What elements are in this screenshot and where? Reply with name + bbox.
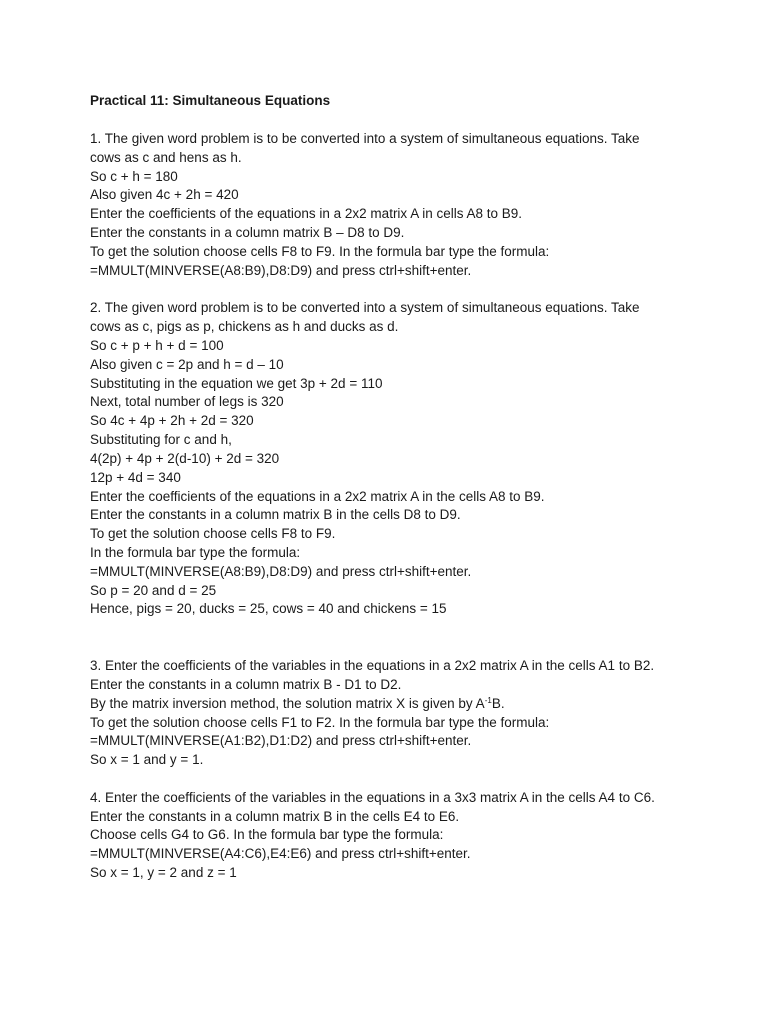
section2-line: Enter the coefficients of the equations in a 2x2 matrix A in the cells A8 to B9. [90,489,545,504]
section3-line: =MMULT(MINVERSE(A1:B2),D1:D2) and press ctrl+shift+enter. [90,733,472,748]
section4-line: 4. Enter the coefficients of the variables in the equations in a 3x3 matrix A in the cells A4 to C6. [90,790,655,805]
section2-line: So c + p + h + d = 100 [90,338,224,353]
section4-line: Enter the constants in a column matrix B in the cells E4 to E6. [90,809,460,824]
section2-line: 4(2p) + 4p + 2(d-10) + 2d = 320 [90,451,280,466]
section1-line: cows as c and hens as h. [90,150,242,165]
section2-line: So p = 20 and d = 25 [90,583,217,598]
section2-line: =MMULT(MINVERSE(A8:B9),D8:D9) and press ctrl+shift+enter. [90,564,472,579]
section2-line: Next, total number of legs is 320 [90,394,284,409]
section1-line: 1. The given word problem is to be converted into a system of simultaneous equations. Take [90,131,640,146]
section2-line: Substituting in the equation we get 3p + 2d = 110 [90,376,383,391]
section1-line: Enter the constants in a column matrix B – D8 to D9. [90,225,405,240]
page-title: Practical 11: Simultaneous Equations [90,93,331,108]
section3-line: Enter the constants in a column matrix B - D1 to D2. [90,677,402,692]
section2-line: cows as c, pigs as p, chickens as h and ducks as d. [90,319,399,334]
section1-line: Also given 4c + 2h = 420 [90,187,239,202]
section4-line: So x = 1, y = 2 and z = 1 [90,865,237,880]
section1-line: To get the solution choose cells F8 to F9. In the formula bar type the formula: [90,244,550,259]
inverse-superscript: -1 [484,696,492,705]
section2-line: 12p + 4d = 340 [90,470,181,485]
section2-line: In the formula bar type the formula: [90,545,301,560]
section1-line: Enter the coefficients of the equations in a 2x2 matrix A in cells A8 to B9. [90,206,523,221]
section3-line-text: By the matrix inversion method, the solution matrix X is given by A [90,696,485,711]
section3-line: To get the solution choose cells F1 to F2. In the formula bar type the formula: [90,715,550,730]
section2-line: Enter the constants in a column matrix B in the cells D8 to D9. [90,507,461,522]
section2-line: 2. The given word problem is to be converted into a system of simultaneous equations. Take [90,300,640,315]
section1-line: =MMULT(MINVERSE(A8:B9),D8:D9) and press ctrl+shift+enter. [90,263,472,278]
section2-line: Hence, pigs = 20, ducks = 25, cows = 40 and chickens = 15 [90,601,447,616]
section2-line: Also given c = 2p and h = d – 10 [90,357,284,372]
section4-line: =MMULT(MINVERSE(A4:C6),E4:E6) and press ctrl+shift+enter. [90,846,471,861]
section3-line: So x = 1 and y = 1. [90,752,204,767]
section1-line: So c + h = 180 [90,169,178,184]
section2-line: To get the solution choose cells F8 to F9. [90,526,336,541]
section2-line: So 4c + 4p + 2h + 2d = 320 [90,413,254,428]
section3-line-text: B. [491,696,505,711]
section4-line: Choose cells G4 to G6. In the formula bar type the formula: [90,827,444,842]
section3-line-inverse [90,694,505,713]
section3-line: 3. Enter the coefficients of the variables in the equations in a 2x2 matrix A in the cells A1 to B2. [90,658,655,673]
section2-line: Substituting for c and h, [90,432,232,447]
